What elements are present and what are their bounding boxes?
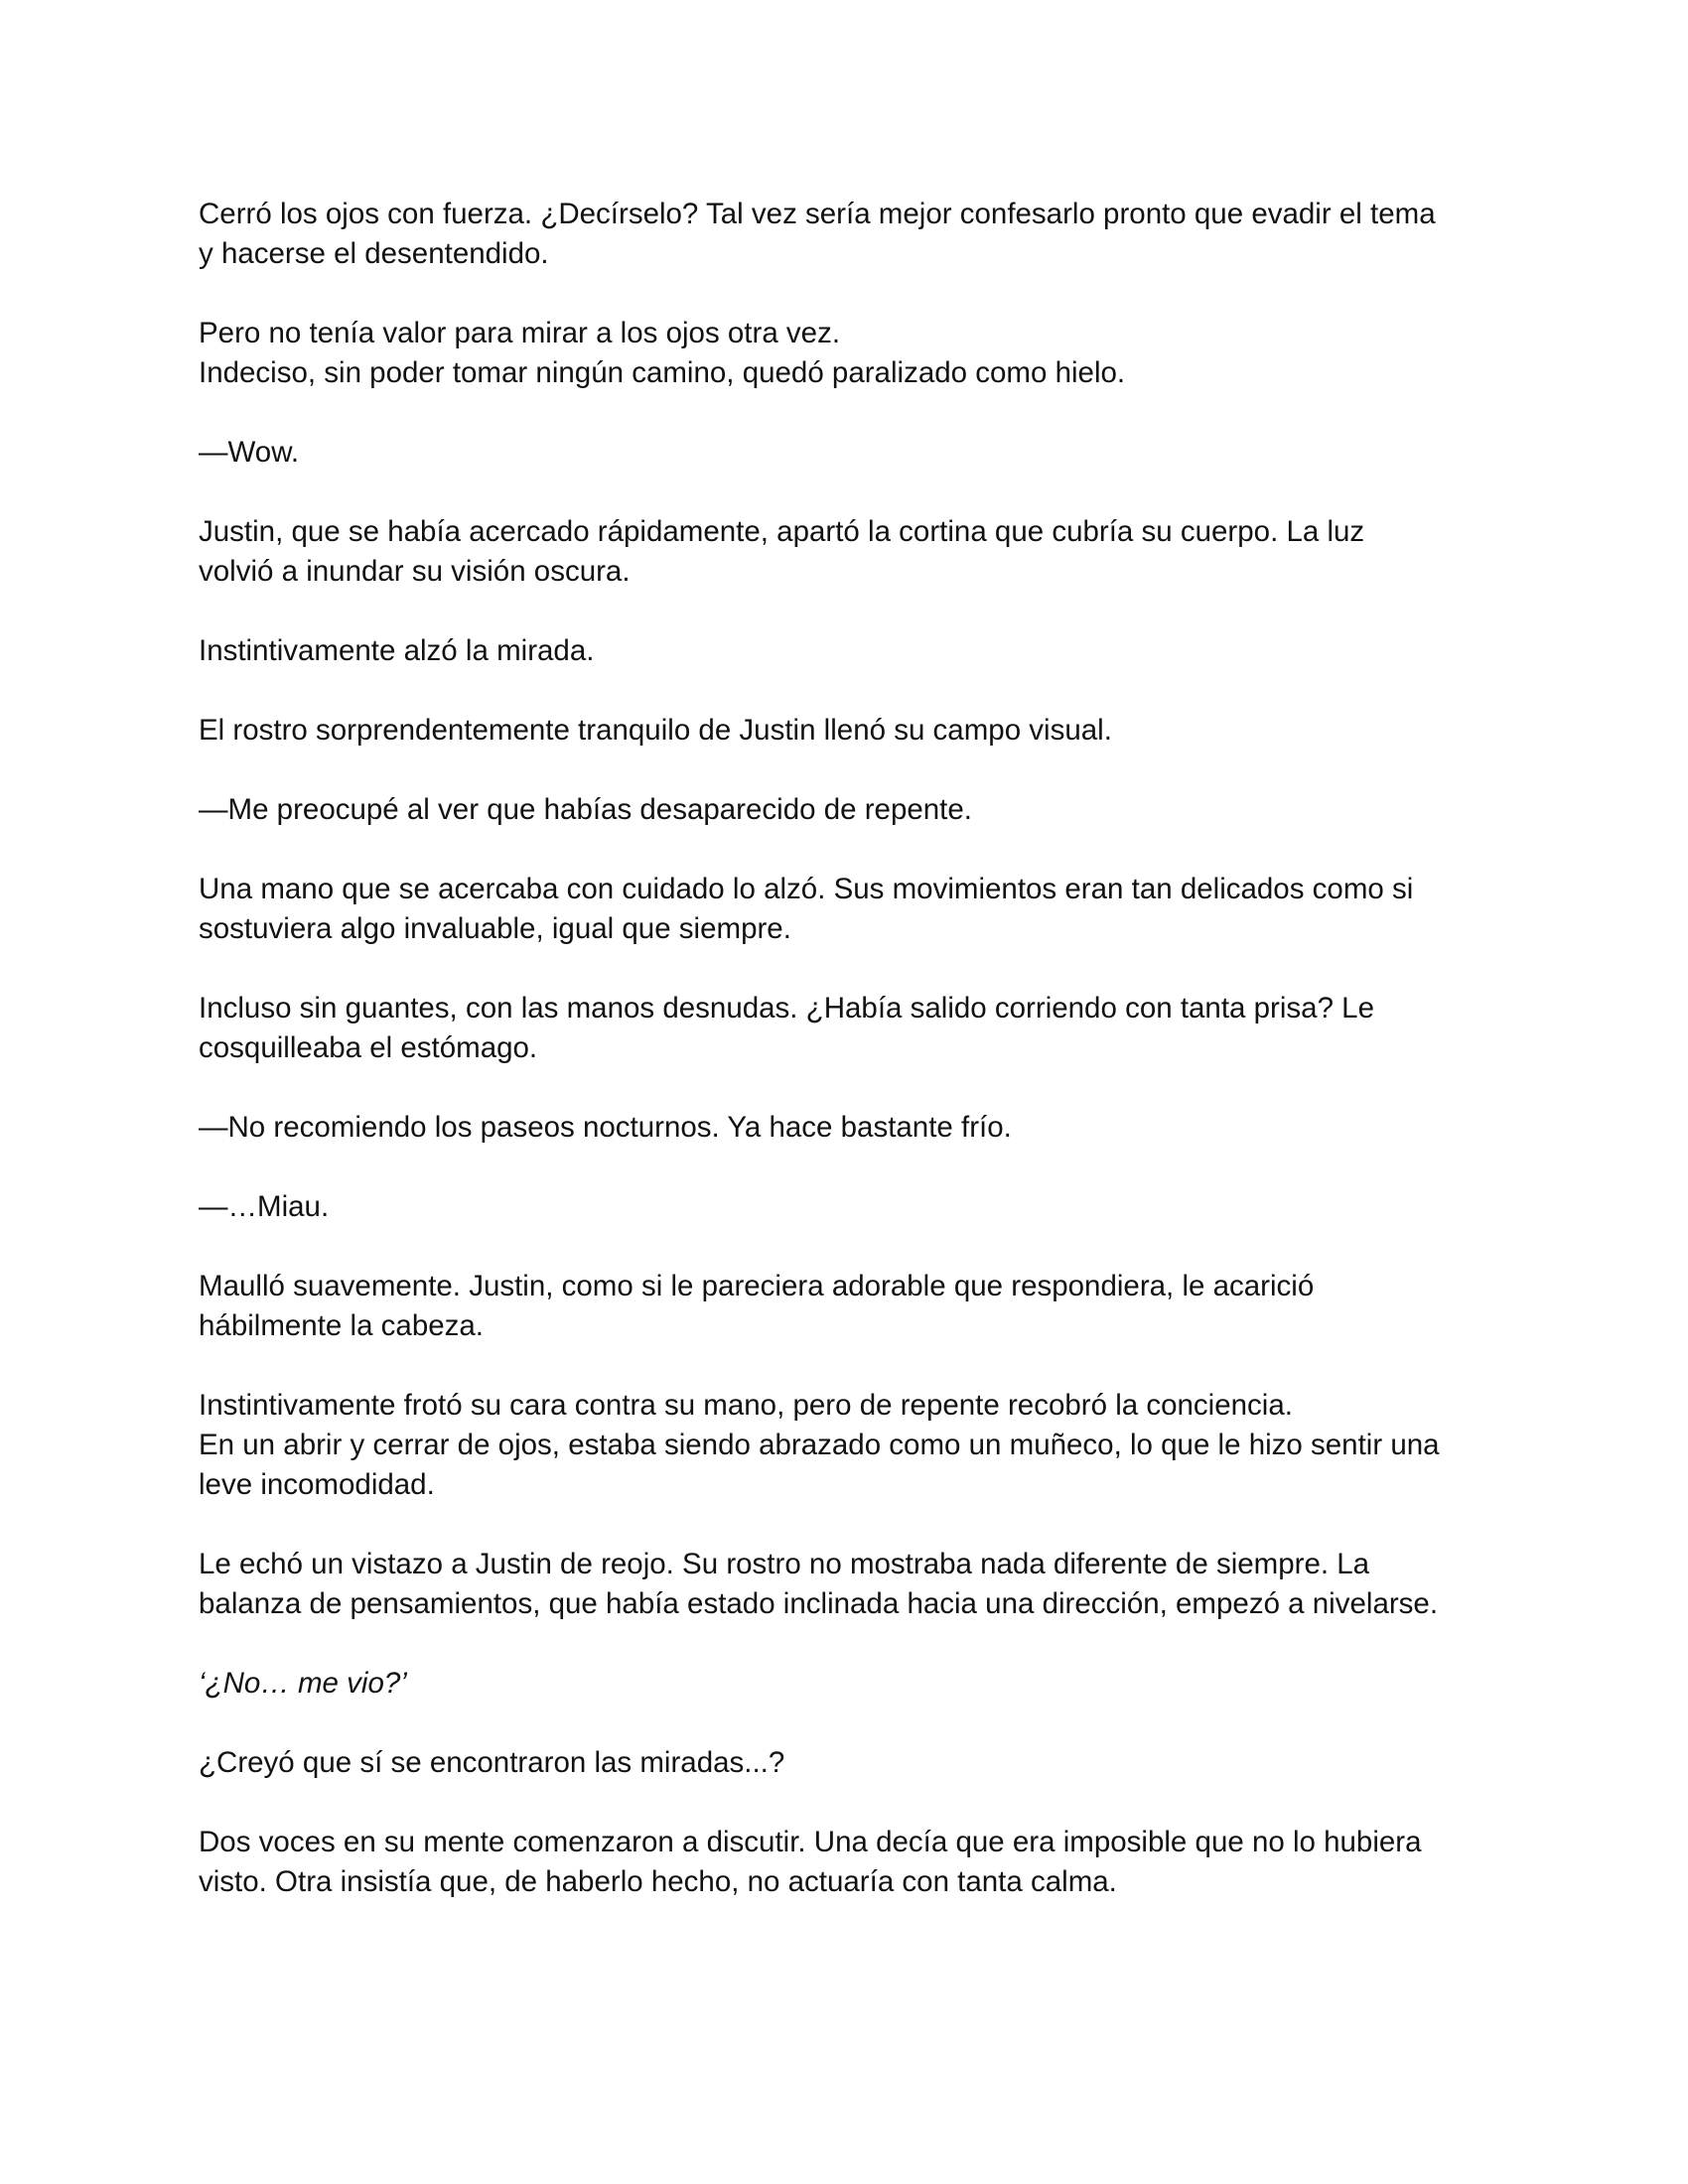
text-line: Pero no tenía valor para mirar a los ojos otra vez.: [199, 317, 841, 349]
text-line: ¿Creyó que sí se encontraron las miradas...?: [199, 1746, 785, 1779]
dialogue-paragraph: [199, 1108, 1509, 1148]
paragraph: [199, 711, 1509, 751]
text-line: —Me preocupé al ver que habías desaparecido de repente.: [199, 793, 972, 826]
paragraph: [199, 512, 1509, 592]
text-line: balanza de pensamientos, que había estado inclinada hacia una dirección, empezó a nivelarse.: [199, 1587, 1439, 1620]
text-line: Instintivamente frotó su cara contra su mano, pero de repente recobró la conciencia.: [199, 1389, 1293, 1422]
text-line: hábilmente la cabeza.: [199, 1309, 484, 1342]
text-line: —No recomiendo los paseos nocturnos. Ya hace bastante frío.: [199, 1111, 1012, 1144]
text-line: Cerró los ojos con fuerza. ¿Decírselo? Tal vez sería mejor confesarlo pronto que evadir el tema: [199, 198, 1436, 230]
paragraph: [199, 989, 1509, 1068]
text-line: Instintivamente alzó la mirada.: [199, 634, 595, 667]
text-line: visto. Otra insistía que, de haberlo hecho, no actuaría con tanta calma.: [199, 1865, 1117, 1898]
dialogue-paragraph: [199, 433, 1509, 473]
text-line: Justin, que se había acercado rápidamente, apartó la cortina que cubría su cuerpo. La luz: [199, 515, 1365, 548]
text-line: Incluso sin guantes, con las manos desnudas. ¿Había salido corriendo con tanta prisa? Le: [199, 992, 1374, 1024]
text-line: y hacerse el desentendido.: [199, 237, 549, 270]
paragraph: [199, 314, 1509, 393]
text-line: En un abrir y cerrar de ojos, estaba siendo abrazado como un muñeco, lo que le hizo sentir una: [199, 1429, 1440, 1461]
text-line: volvió a inundar su visión oscura.: [199, 555, 631, 588]
paragraph: [199, 631, 1509, 671]
text-line: cosquilleaba el estómago.: [199, 1031, 538, 1064]
dialogue-paragraph: [199, 1187, 1509, 1227]
text-line: Maulló suavemente. Justin, como si le pareciera adorable que respondiera, le acarició: [199, 1270, 1315, 1302]
text-line: Indeciso, sin poder tomar ningún camino, quedó paralizado como hielo.: [199, 356, 1126, 389]
text-line: Una mano que se acercaba con cuidado lo alzó. Sus movimientos eran tan delicados como si: [199, 873, 1414, 905]
document-body: [199, 195, 1509, 1942]
text-line: ‘¿No… me vio?’: [199, 1667, 407, 1700]
paragraph: [199, 1823, 1509, 1902]
paragraph: [199, 1545, 1509, 1624]
paragraph: [199, 1267, 1509, 1346]
inner-thought-paragraph: [199, 1664, 1509, 1704]
paragraph: [199, 1743, 1509, 1783]
text-line: leve incomodidad.: [199, 1468, 435, 1501]
text-line: —Wow.: [199, 436, 300, 469]
paragraph: [199, 195, 1509, 274]
text-line: El rostro sorprendentemente tranquilo de Justin llenó su campo visual.: [199, 714, 1112, 747]
paragraph: [199, 1386, 1509, 1505]
dialogue-paragraph: [199, 790, 1509, 830]
text-line: Dos voces en su mente comenzaron a discutir. Una decía que era imposible que no lo hubiera: [199, 1826, 1422, 1858]
text-line: —…Miau.: [199, 1190, 330, 1223]
text-line: Le echó un vistazo a Justin de reojo. Su rostro no mostraba nada diferente de siempre. La: [199, 1548, 1370, 1580]
text-line: sostuviera algo invaluable, igual que siempre.: [199, 912, 791, 945]
paragraph: [199, 870, 1509, 949]
